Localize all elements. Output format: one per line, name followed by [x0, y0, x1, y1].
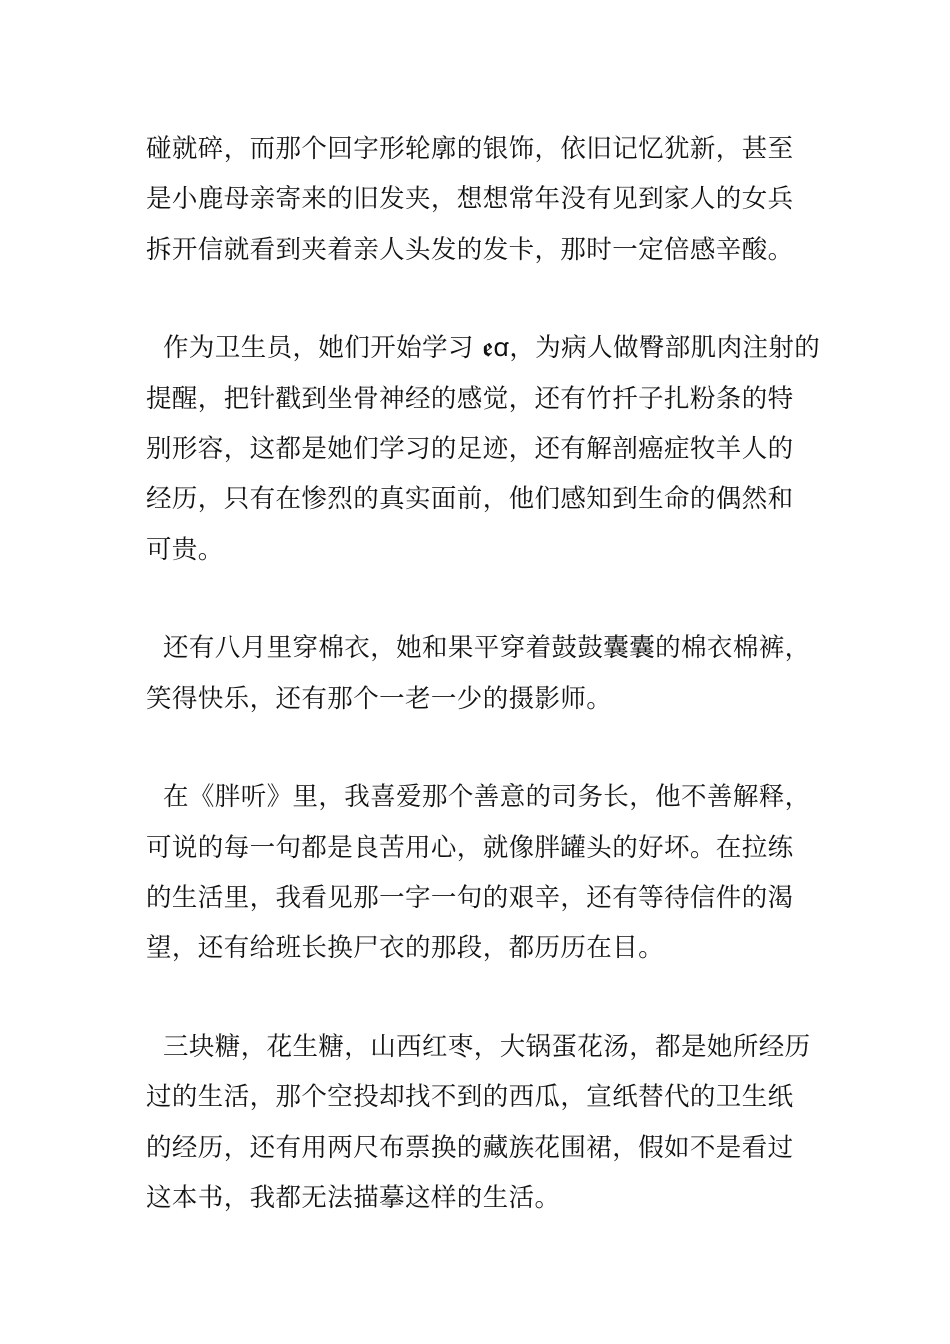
paragraph-2 [146, 323, 821, 574]
text-line: 这本书，我都无法描摹这样的生活。 [146, 1183, 561, 1214]
document-body [146, 124, 821, 1223]
text-line: 是小鹿母亲寄来的旧发夹，想想常年没有见到家人的女兵 [146, 184, 794, 215]
text-line: 作为卫生员，她们开始学习 ꬲꭤ，为病人做臀部肌肉注射的 [146, 333, 821, 364]
text-line: 的经历，还有用两尺布票换的藏族花围裙，假如不是看过 [146, 1132, 794, 1163]
text-line: 还有八月里穿棉衣，她和果平穿着鼓鼓囊囊的棉衣棉裤， [146, 633, 811, 664]
paragraph-gap [146, 275, 811, 324]
text-line: 在《胖听》里，我喜爱那个善意的司务长，他不善解释， [146, 782, 811, 813]
paragraph-gap [146, 724, 811, 773]
text-line: 提醒，把针戳到坐骨神经的感觉，还有竹扦子扎粉条的特 [146, 383, 794, 414]
text-line: 笑得快乐，还有那个一老一少的摄影师。 [146, 683, 613, 714]
paragraph-1 [146, 124, 811, 275]
text-line: 望，还有给班长换尸衣的那段，都历历在目。 [146, 933, 665, 964]
text-line: 过的生活，那个空投却找不到的西瓜，宣纸替代的卫生纸 [146, 1082, 794, 1113]
paragraph-5 [146, 1022, 811, 1223]
paragraph-gap [146, 974, 811, 1023]
paragraph-3 [146, 623, 811, 724]
text-line: 三块糖，花生糖，山西红枣，大锅蛋花汤，都是她所经历 [146, 1032, 811, 1063]
text-line: 可贵。 [146, 534, 224, 565]
text-line: 可说的每一句都是良苦用心，就像胖罐头的好坏。在拉练 [146, 832, 794, 863]
text-line: 拆开信就看到夹着亲人头发的发卡，那时一定倍感辛酸。 [146, 234, 794, 265]
paragraph-gap [146, 575, 811, 624]
text-line: 别形容，这都是她们学习的足迹，还有解剖癌症牧羊人的 [146, 433, 794, 464]
paragraph-4 [146, 772, 811, 973]
text-line: 碰就碎，而那个回字形轮廓的银饰，依旧记忆犹新，甚至 [146, 134, 794, 164]
text-line: 的生活里，我看见那一字一句的艰辛，还有等待信件的渴 [146, 883, 794, 914]
text-line: 经历，只有在惨烈的真实面前，他们感知到生命的偶然和 [146, 484, 794, 515]
